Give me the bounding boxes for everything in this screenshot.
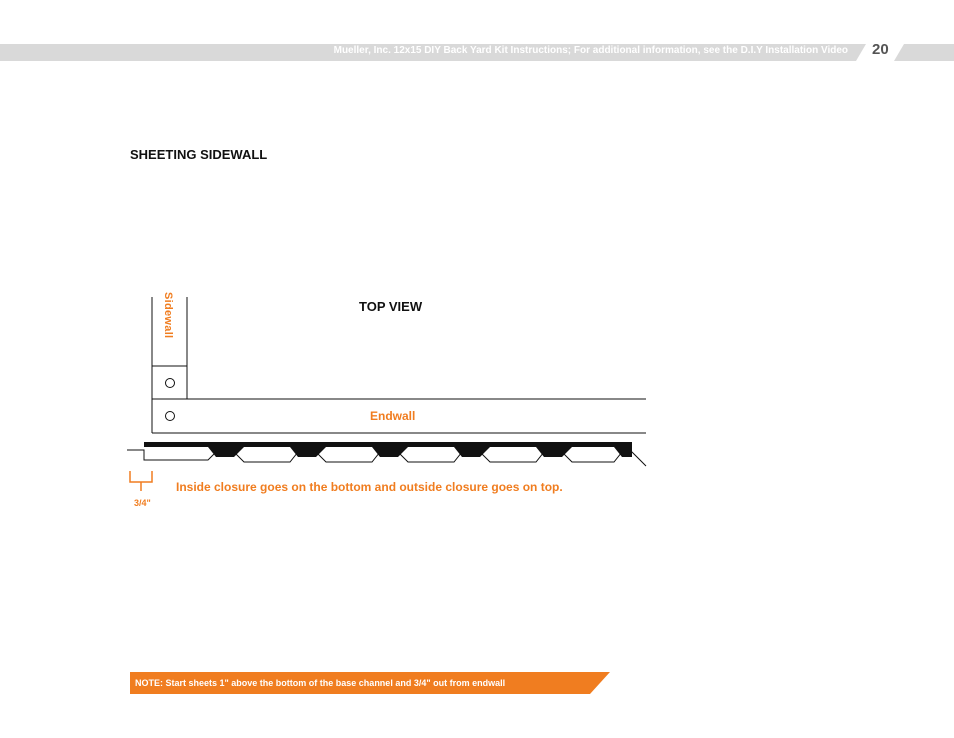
- dimension-label: 3/4": [134, 498, 151, 508]
- endwall-label: Endwall: [370, 409, 416, 423]
- corrugated-sheet: [144, 442, 632, 457]
- fastener-hole-lower: [166, 412, 175, 421]
- page-number: 20: [872, 41, 889, 58]
- closure-note: Inside closure goes on the bottom and outside closure goes on top.: [176, 480, 563, 494]
- sheet-profile-line: [127, 450, 646, 466]
- sidewall-label: Sidewall: [162, 292, 174, 339]
- dimension-bracket: [130, 471, 152, 491]
- top-view-title: TOP VIEW: [359, 299, 423, 314]
- fastener-hole-upper: [166, 379, 175, 388]
- note-text: NOTE: Start sheets 1" above the bottom of the base channel and 3/4" out from endwall: [135, 678, 506, 688]
- section-title: SHEETING SIDEWALL: [130, 147, 268, 162]
- header-title: Mueller, Inc. 12x15 DIY Back Yard Kit Instructions; For additional information, see the D.I.Y Installation Video: [333, 45, 848, 56]
